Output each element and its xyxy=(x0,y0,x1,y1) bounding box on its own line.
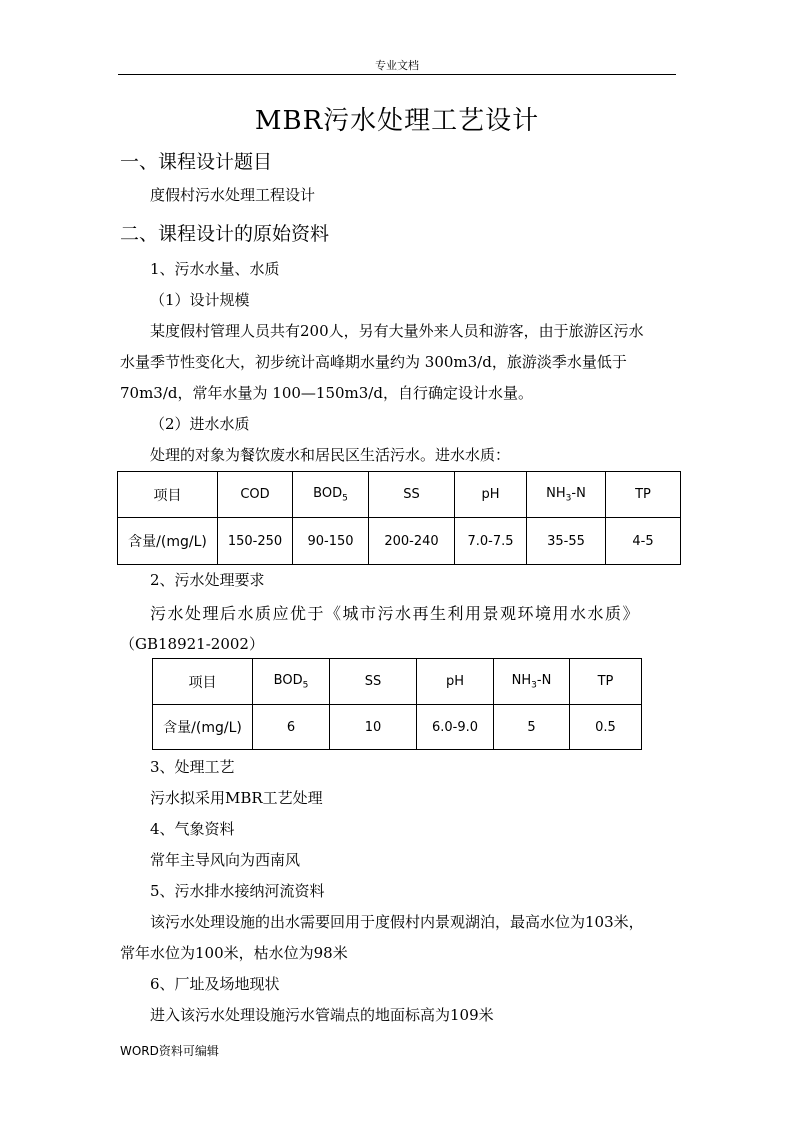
page-header-text: 专业文档 xyxy=(375,59,419,72)
nh-label: NH xyxy=(511,672,532,688)
item-heading-4: 4、气象资料 xyxy=(150,820,235,838)
table-header-cell: pH xyxy=(455,472,527,518)
item-heading-2: 2、污水处理要求 xyxy=(150,571,265,589)
table-cell: 5 xyxy=(494,705,570,750)
paragraph-3-line-1: 污水处理后水质应优于《城市污水再生利用景观环境用水水质》 xyxy=(150,604,641,623)
paragraph-3-line-2: （GB18921-2002） xyxy=(120,635,264,653)
table-header-cell: 项目 xyxy=(153,659,253,705)
table-header-cell xyxy=(293,472,369,518)
influent-quality-table xyxy=(117,471,681,565)
table-header-cell: pH xyxy=(417,659,494,705)
paragraph-1-line-2: 水量季节性变化大，初步统计高峰期水量约为 300m3/d，旅游淡季水量低于 xyxy=(120,353,627,371)
section-heading-1: 一、课程设计题目 xyxy=(120,151,273,173)
paragraph-1-line-1: 某度假村管理人员共有200人，另有大量外来人员和游客，由于旅游区污水 xyxy=(150,322,644,340)
table-header-row xyxy=(153,659,642,705)
paragraph-6-line-2: 常年水位为100米，枯水位为98米 xyxy=(120,944,348,962)
table-header-cell: TP xyxy=(570,659,642,705)
item-heading-5: 5、污水排水接纳河流资料 xyxy=(150,882,325,900)
subheading-design-scale: （1）设计规模 xyxy=(150,291,250,309)
table-cell: 0.5 xyxy=(570,705,642,750)
item-heading-6: 6、厂址及场地现状 xyxy=(150,975,280,993)
subheading-influent-quality: （2）进水水质 xyxy=(150,415,250,433)
paragraph-7: 进入该污水处理设施污水管端点的地面标高为109米 xyxy=(150,1006,494,1024)
table-header-cell xyxy=(253,659,330,705)
table-cell: 150-250 xyxy=(218,518,293,565)
header-divider xyxy=(118,74,676,75)
table-cell: 200-240 xyxy=(369,518,455,565)
nh-suffix: -N xyxy=(571,485,586,501)
table-cell: 含量/(mg/L) xyxy=(153,705,253,750)
paragraph-1-line-3: 70m3/d，常年水量为 100—150m3/d，自行确定设计水量。 xyxy=(120,384,533,402)
table-cell: 6 xyxy=(253,705,330,750)
paragraph-4: 污水拟采用MBR工艺处理 xyxy=(150,789,323,807)
document-title: MBR污水处理工艺设计 xyxy=(254,106,540,136)
table-header-cell: 项目 xyxy=(118,472,218,518)
paragraph-6-line-1: 该污水处理设施的出水需要回用于度假村内景观湖泊，最高水位为103米， xyxy=(150,913,644,931)
table-cell: 7.0-7.5 xyxy=(455,518,527,565)
table-cell: 4-5 xyxy=(606,518,681,565)
table-header-cell xyxy=(527,472,606,518)
page-footer-text: WORD资料可编辑 xyxy=(120,1044,219,1058)
table-header-cell: SS xyxy=(330,659,417,705)
bod-subscript: 5 xyxy=(302,680,309,691)
table-cell: 35-55 xyxy=(527,518,606,565)
bod-label: BOD xyxy=(273,672,303,688)
table-header-cell: TP xyxy=(606,472,681,518)
paragraph-2: 处理的对象为餐饮废水和居民区生活污水。进水水质： xyxy=(150,446,511,464)
bod-label: BOD xyxy=(313,485,343,501)
item-heading-3: 3、处理工艺 xyxy=(150,758,235,776)
section1-text: 度假村污水处理工程设计 xyxy=(150,186,316,204)
bod-subscript: 5 xyxy=(342,493,348,504)
item-heading-1: 1、污水水量、水质 xyxy=(150,260,280,278)
table-header-cell: COD xyxy=(218,472,293,518)
table-cell: 10 xyxy=(330,705,417,750)
nh-suffix: -N xyxy=(536,672,552,688)
nh-subscript: 3 xyxy=(531,680,537,691)
table-header-row xyxy=(118,472,681,518)
table-row xyxy=(118,518,681,565)
table-cell: 含量/(mg/L) xyxy=(118,518,218,565)
nh-label: NH xyxy=(546,485,566,501)
table-cell: 90-150 xyxy=(293,518,369,565)
table-cell: 6.0-9.0 xyxy=(417,705,494,750)
table-header-cell xyxy=(494,659,570,705)
section-heading-2: 二、课程设计的原始资料 xyxy=(120,223,330,245)
effluent-requirement-table xyxy=(152,658,642,750)
paragraph-5: 常年主导风向为西南风 xyxy=(150,851,301,869)
table-row xyxy=(153,705,642,750)
nh-subscript: 3 xyxy=(565,493,572,504)
table-header-cell: SS xyxy=(369,472,455,518)
